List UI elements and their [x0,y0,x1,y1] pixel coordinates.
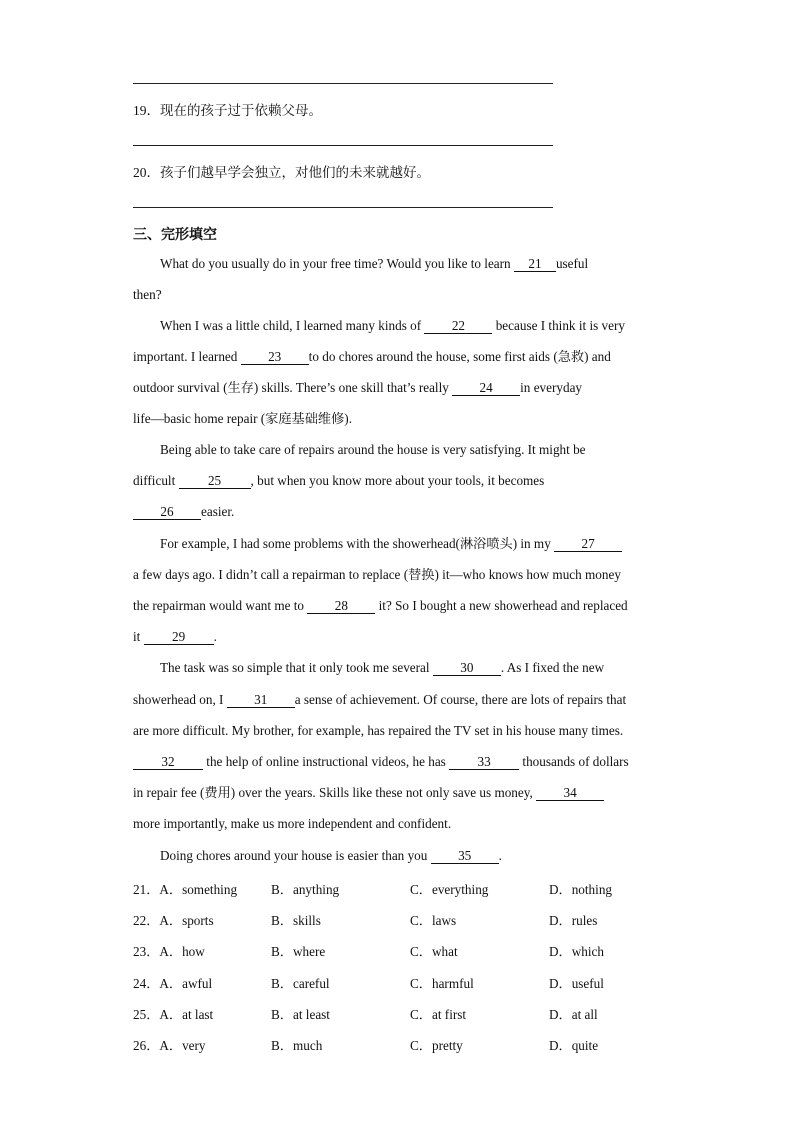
passage-line: 32 the help of online instructional videos, he has 33 thousands of dollars [133,754,629,770]
passage-line: Doing chores around your house is easier than you 35 . [160,848,502,863]
passage-line: outdoor survival (生存) skills. There’s one skill that’s really 24 in everyday [133,380,583,395]
answer-line-18[interactable] [133,83,553,84]
option-21-c[interactable]: C．everything [410,882,489,897]
blank-31[interactable]: 31 [227,693,295,708]
option-24-a[interactable]: 24．A．awful [133,976,213,991]
passage-line: The task was so simple that it only took me several 30 . As I fixed the new [160,660,605,675]
passage-line: difficult 25 , but when you know more about your tools, it becomes [133,473,545,488]
passage-line: Being able to take care of repairs around the house is very satisfying. It might be [160,442,586,457]
option-25-d[interactable]: D．at all [549,1007,598,1022]
option-22-a[interactable]: 22．A．sports [133,913,214,928]
blank-26[interactable]: 26 [133,505,201,520]
option-26-d[interactable]: D．quite [549,1038,599,1053]
passage-line: showerhead on, I 31 a sense of achievement. Of course, there are lots of repairs that [133,692,627,707]
blank-23[interactable]: 23 [241,350,309,365]
blank-25[interactable]: 25 [179,474,251,489]
blank-28[interactable]: 28 [307,599,375,614]
question-19: 19．现在的孩子过于依赖父母。 [133,103,322,118]
question-20: 20．孩子们越早学会独立，对他们的未来就越好。 [133,165,430,180]
blank-21[interactable]: 21 [514,257,556,272]
passage-line: life—basic home repair (家庭基础维修). [133,411,352,426]
section-title: 三、完形填空 [133,227,217,243]
blank-35[interactable]: 35 [431,849,499,864]
passage-line: it 29 . [133,629,217,644]
option-26-a[interactable]: 26．A．very [133,1038,206,1053]
blank-22[interactable]: 22 [424,319,492,334]
passage-line: in repair fee (费用) over the years. Skills like these not only save us money, 34 [133,785,604,801]
option-23-d[interactable]: D．which [549,944,604,959]
option-23-a[interactable]: 23．A．how [133,944,205,959]
option-21-d[interactable]: D．nothing [549,882,613,897]
blank-32[interactable]: 32 [133,755,203,770]
blank-33[interactable]: 33 [449,755,519,770]
passage-line: For example, I had some problems with the showerhead(淋浴喷头) in my 27 [160,536,622,552]
answer-line-19[interactable] [133,145,553,146]
option-21-b[interactable]: B．anything [271,882,340,897]
option-25-a[interactable]: 25．A．at last [133,1007,214,1022]
passage-line: then? [133,287,162,302]
passage-line: When I was a little child, I learned many kinds of 22 because I think it is very [160,318,625,333]
option-23-c[interactable]: C．what [410,944,458,959]
option-26-c[interactable]: C．pretty [410,1038,463,1053]
blank-24[interactable]: 24 [452,381,520,396]
option-24-c[interactable]: C．harmful [410,976,474,991]
option-25-c[interactable]: C．at first [410,1007,467,1022]
blank-34[interactable]: 34 [536,786,604,801]
passage-line: What do you usually do in your free time? Would you like to learn 21 useful [160,256,589,271]
answer-line-20[interactable] [133,207,553,208]
option-26-b[interactable]: B．much [271,1038,323,1053]
blank-29[interactable]: 29 [144,630,214,645]
blank-27[interactable]: 27 [554,537,622,552]
passage-line: a few days ago. I didn’t call a repairman to replace (替换) it—who knows how much money [133,567,621,582]
option-24-b[interactable]: B．careful [271,976,330,991]
option-21-a[interactable]: 21．A．something [133,882,238,897]
option-23-b[interactable]: B．where [271,944,326,959]
passage-line: the repairman would want me to 28 it? So I bought a new showerhead and replaced [133,598,628,613]
passage-line: are more difficult. My brother, for example, has repaired the TV set in his house many times. [133,723,624,738]
option-25-b[interactable]: B．at least [271,1007,330,1022]
passage-line: 26 easier. [133,504,234,520]
passage-line: important. I learned 23 to do chores around the house, some first aids (急救) and [133,349,611,364]
option-22-b[interactable]: B．skills [271,913,321,928]
option-22-d[interactable]: D．rules [549,913,598,928]
option-24-d[interactable]: D．useful [549,976,604,991]
passage-line: more importantly, make us more independent and confident. [133,816,452,831]
blank-30[interactable]: 30 [433,661,501,676]
option-22-c[interactable]: C．laws [410,913,457,928]
